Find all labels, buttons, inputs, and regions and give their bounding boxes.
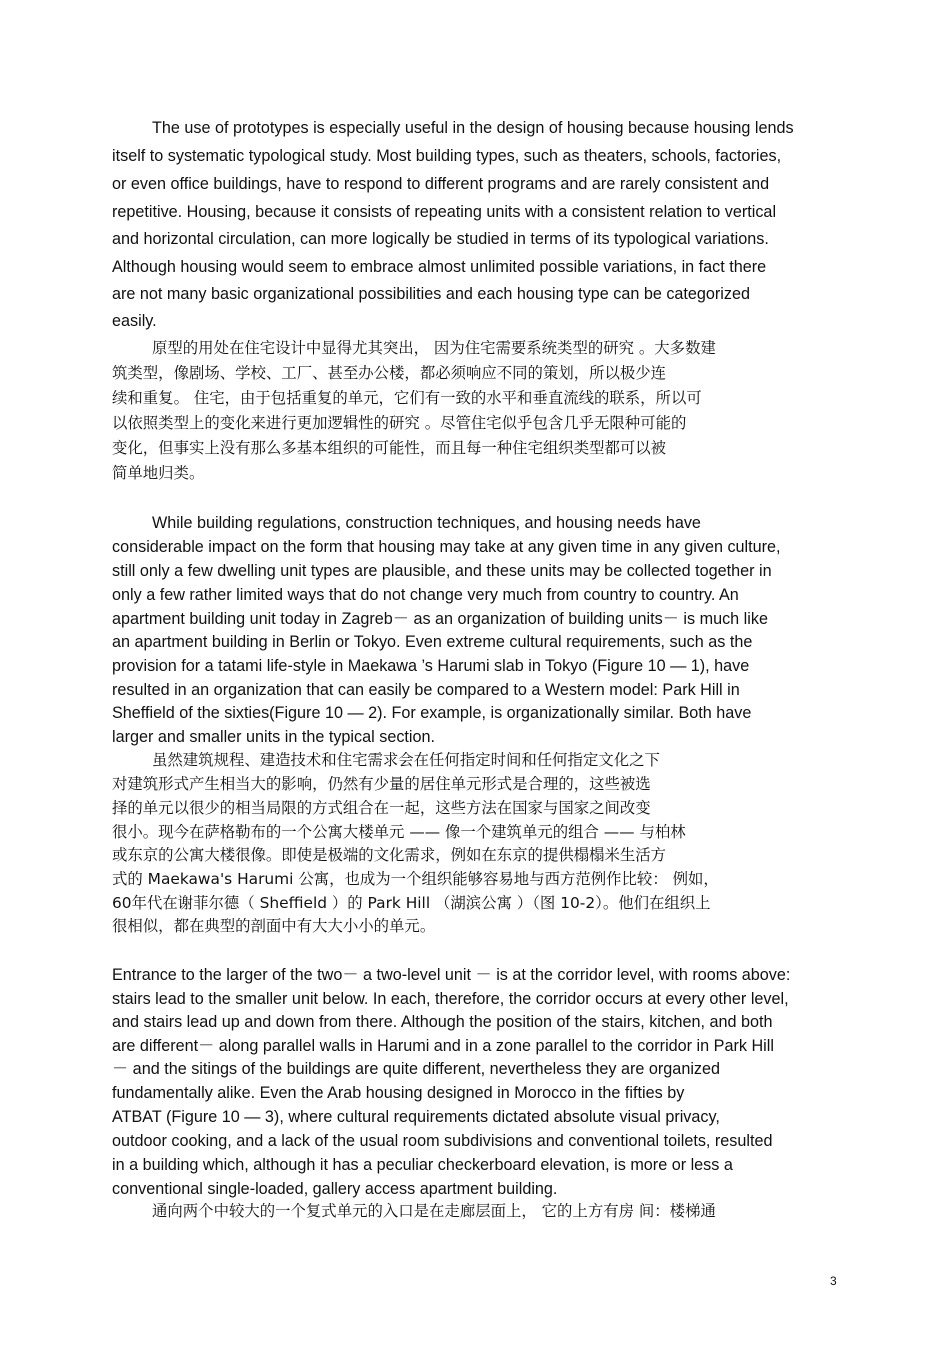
text-line: repetitive. Housing, because it consists of repeating units with a consistent relation to vertical: [112, 203, 777, 221]
text-line: resulted in an organization that can easily be compared to a Western model: Park Hill in: [112, 681, 740, 699]
text-line: are not many basic organizational possibilities and each housing type can be categorized: [112, 285, 751, 303]
text-line: fundamentally alike. Even the Arab housing designed in Morocco in the fifties by: [112, 1084, 685, 1102]
text-line: 很相似，都在典型的剖面中有大大小小的单元。: [112, 917, 436, 935]
text-line: provision for a tatami life-style in Maekawa ’s Harumi slab in Tokyo (Figure 10 — 1), have: [112, 657, 750, 675]
text-line: 变化，但事实上没有那么多基本组织的可能性，而且每一种住宅组织类型都可以被: [112, 439, 667, 457]
text-line: Sheffield of the sixties(Figure 10 — 2). For example, is organizationally similar. Both have: [112, 704, 752, 722]
text-line: 或东京的公寓大楼很像。即使是极端的文化需求，例如在东京的提供榻榻米生活方: [112, 846, 667, 864]
text-line: 式的 Maekawa's Harumi 公寓，也成为一个组织能够容易地与西方范例作比较： 例如，: [112, 870, 719, 888]
text-line: 简单地归类。: [112, 464, 205, 482]
text-line: an apartment building in Berlin or Tokyo. Even extreme cultural requirements, such as the: [112, 633, 753, 651]
text-line: 续和重复。 住宅，由于包括重复的单元，它们有一致的水平和垂直流线的联系，所以可: [112, 389, 702, 407]
text-line: 对建筑形式产生相当大的影响，仍然有少量的居住单元形式是合理的，这些被选: [112, 775, 651, 793]
text-line: still only a few dwelling unit types are plausible, and these units may be collected together in: [112, 562, 772, 580]
text-line: 60年代在谢菲尔德（ Sheffield ）的 Park Hill （湖滨公寓 ）（图 10-2）。他们在组织上: [112, 894, 711, 912]
text-line: 筑类型，像剧场、学校、工厂、甚至办公楼，都必须响应不同的策划，所以极少连: [112, 364, 667, 382]
text-line: ATBAT (Figure 10 — 3), where cultural requirements dictated absolute visual privacy,: [112, 1108, 720, 1126]
text-line: While building regulations, construction techniques, and housing needs have: [152, 514, 701, 532]
text-line: conventional single-loaded, gallery access apartment building.: [112, 1180, 558, 1198]
text-line: The use of prototypes is especially useful in the design of housing because housing lends: [152, 119, 794, 137]
text-line: considerable impact on the form that housing may take at any given time in any given culture,: [112, 538, 781, 556]
text-line: 很小。现今在萨格勒布的一个公寓大楼单元 —— 像一个建筑单元的组合 —— 与柏林: [112, 823, 686, 841]
text-line: in a building which, although it has a peculiar checkerboard elevation, is more or less a: [112, 1156, 733, 1174]
text-line: 通向两个中较大的一个复式单元的入口是在走廊层面上， 它的上方有房 间：楼梯通: [152, 1202, 716, 1220]
text-line: easily.: [112, 312, 157, 330]
text-line: Although housing would seem to embrace almost unlimited possible variations, in fact there: [112, 258, 767, 276]
page-number: 3: [830, 1274, 837, 1288]
text-line: are different－ along parallel walls in Harumi and in a zone parallel to the corridor in Park Hill: [112, 1037, 774, 1055]
text-line: Entrance to the larger of the two－ a two-level unit － is at the corridor level, with rooms above:: [112, 966, 791, 984]
text-line: stairs lead to the smaller unit below. In each, therefore, the corridor occurs at every other level,: [112, 990, 789, 1008]
text-line: － and the sitings of the buildings are quite different, nevertheless they are organized: [112, 1060, 721, 1078]
text-line: or even office buildings, have to respond to different programs and are rarely consistent and: [112, 175, 770, 193]
text-line: 择的单元以很少的相当局限的方式组合在一起，这些方法在国家与国家之间改变: [112, 799, 651, 817]
text-line: 以依照类型上的变化来进行更加逻辑性的研究 。尽管住宅似乎包含几乎无限种可能的: [112, 414, 687, 432]
text-line: apartment building unit today in Zagreb－ as an organization of building units－ is much like: [112, 610, 768, 628]
text-line: outdoor cooking, and a lack of the usual room subdivisions and conventional toilets, resulted: [112, 1132, 773, 1150]
text-line: and stairs lead up and down from there. Although the position of the stairs, kitchen, and both: [112, 1013, 773, 1031]
text-line: itself to systematic typological study. Most building types, such as theaters, schools, factories,: [112, 147, 782, 165]
text-line: only a few rather limited ways that do not change very much from country to country. An: [112, 586, 739, 604]
text-line: larger and smaller units in the typical section.: [112, 728, 436, 746]
text-line: 原型的用处在住宅设计中显得尤其突出， 因为住宅需要系统类型的研究 。大多数建: [152, 339, 716, 357]
text-line: and horizontal circulation, can more logically be studied in terms of its typological variations.: [112, 230, 769, 248]
text-line: 虽然建筑规程、建造技术和住宅需求会在任何指定时间和任何指定文化之下: [152, 751, 660, 769]
